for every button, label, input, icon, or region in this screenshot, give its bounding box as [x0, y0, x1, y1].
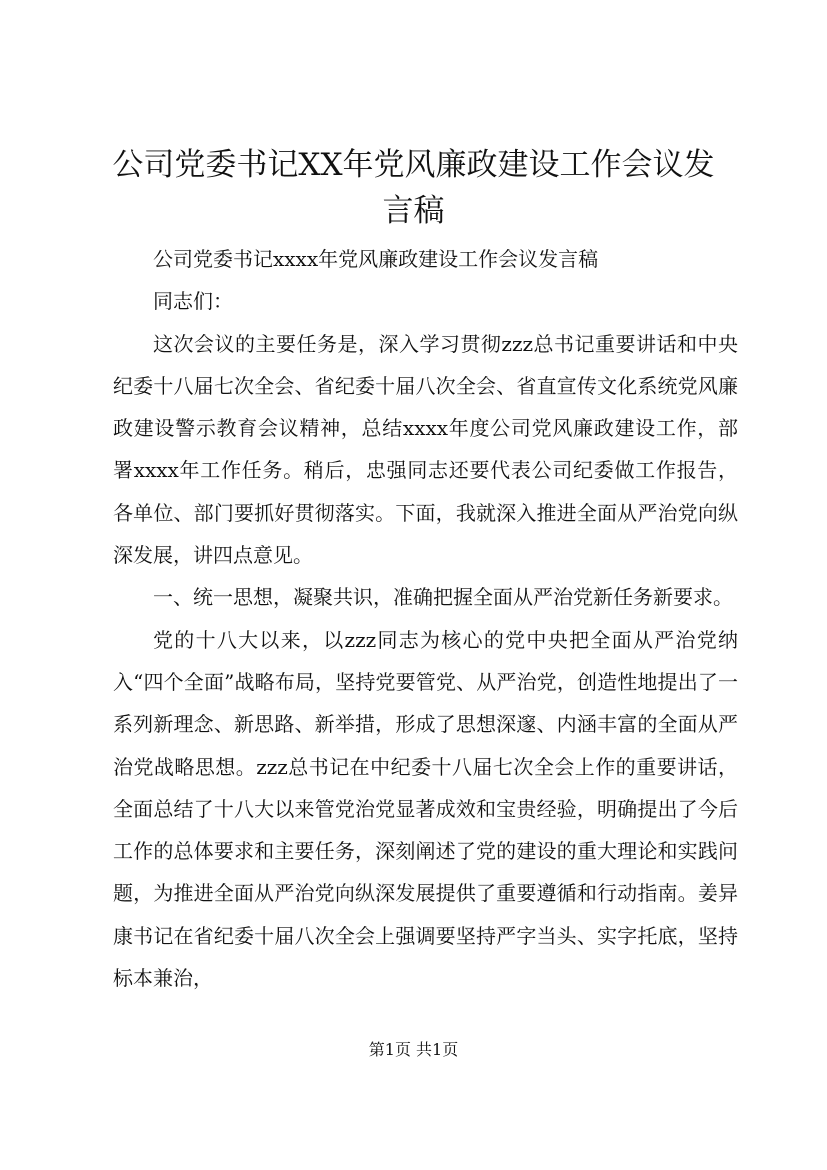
document-title: 公司党委书记XX年党风廉政建设工作会议发言稿	[112, 147, 715, 229]
document-body	[113, 238, 738, 999]
page-footer: 第1页 共1页	[368, 1040, 459, 1059]
paragraph-section-1: 党的十八大以来，以zzz同志为核心的党中央把全面从严治党纳入“四个全面”战略布局，坚持党要管党、从严治党，创造性地提出了一系列新理念、新思路、新举措，形成了思想深邃、内涵丰富的全面从严治党战略思想。zzz总书记在中纪委十八届七次全会上作的重要讲话，全面总结了十八大以来管党治党显著成效和宝贵经验，明确提出了今后工作的总体要求和主要任务，深刻阐述了党的建设的重大理论和实践问题，为推进全面从严治党向纵深发展提供了重要遵循和行动指南。姜异康书记在省纪委十届八次全会上强调要坚持严字当头、实字托底，坚持标本兼治，	[113, 627, 738, 991]
section-heading-1: 一、统一思想，凝聚共识，准确把握全面从严治党新任务新要求。	[153, 585, 733, 610]
salutation: 同志们：	[153, 289, 233, 314]
document-subtitle: 公司党委书记xxxx年党风廉政建设工作会议发言稿	[153, 247, 599, 271]
paragraph-intro: 这次会议的主要任务是，深入学习贯彻zzz总书记重要讲话和中央纪委十八届七次全会、省纪委十届八次全会、省直宣传文化系统党风廉政建设警示教育会议精神，总结xxxx年度公司党风廉政建设工作，部署xxxx年工作任务。稍后，忠强同志还要代表公司纪委做工作报告，各单位、部门要抓好贯彻落实。下面，我就深入推进全面从严治党向纵深发展，讲四点意见。	[113, 331, 738, 568]
